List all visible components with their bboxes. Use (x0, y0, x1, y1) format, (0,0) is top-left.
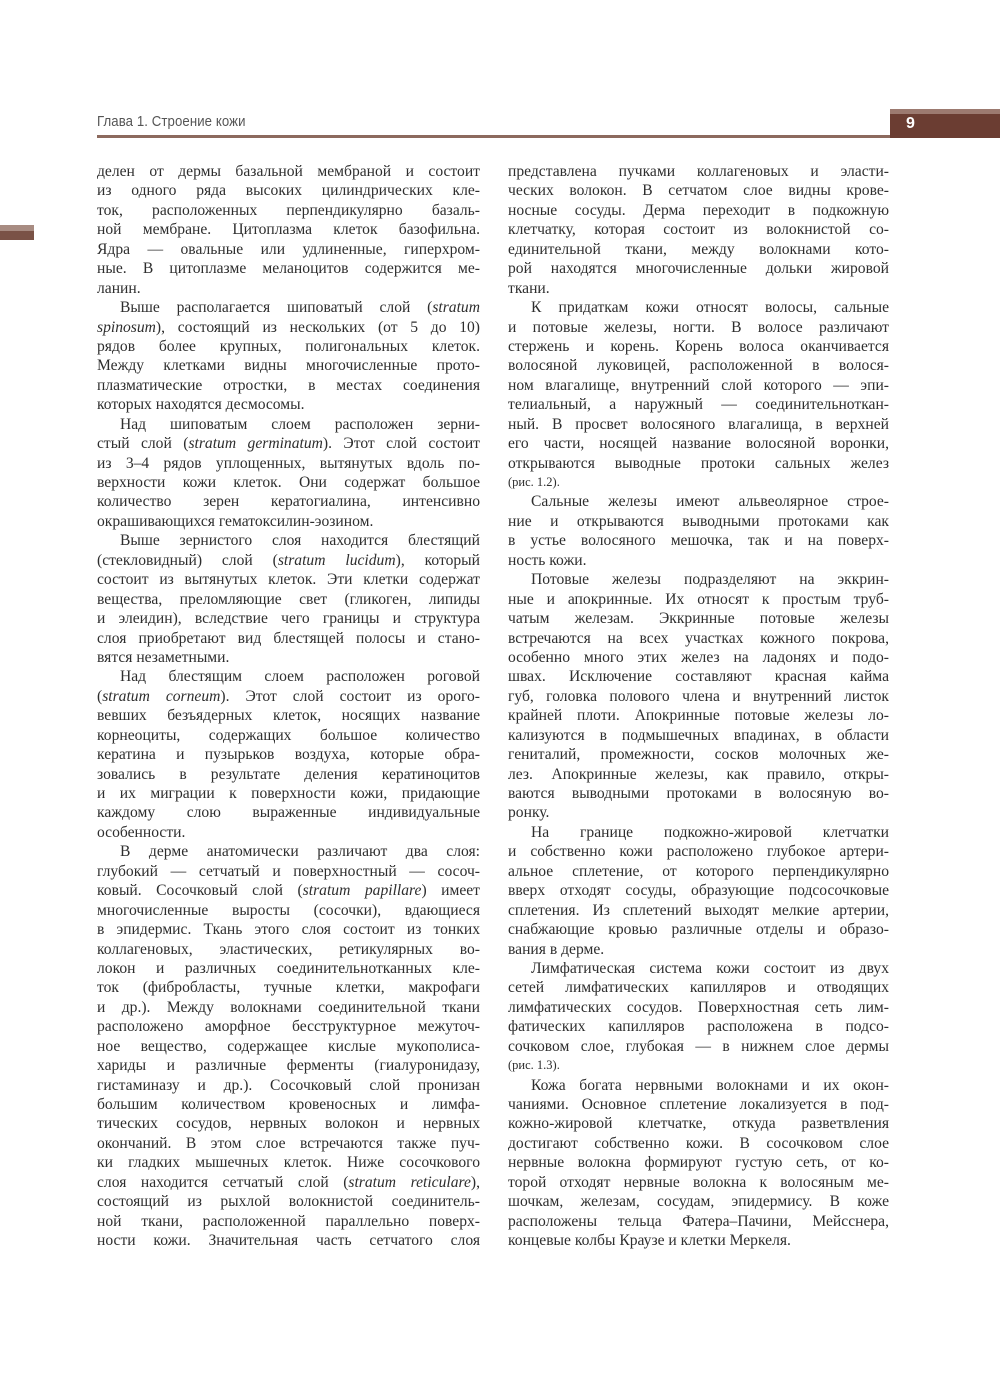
paragraph (508, 298, 889, 492)
text-line: представлена пучками коллагеновых и эласти- (508, 163, 889, 180)
text-line: в эпидермис. Ткань этого слоя состоит из тонких (97, 921, 480, 939)
text-line: расположено аморфное бесструктурное межуточ- (97, 1018, 480, 1036)
latin-term: stratum (188, 435, 237, 453)
latin-term: corneum (165, 687, 221, 705)
latin-term: germinatum (247, 435, 323, 453)
latin-term: papillare (364, 882, 422, 900)
text-line: крайней плоти. Апокринные потовые железы ло- (508, 707, 889, 725)
text-line: и собственно кожи расположено глубокое артери- (508, 843, 889, 861)
text-line: и потовые железы, ногти. В волосе различают (508, 318, 889, 336)
text-line: из 3–4 рядов уплощенных, вытянутых вдоль по- (97, 454, 480, 472)
text-line: и элеидин), вследствие чего границы и структура (97, 610, 480, 628)
text-line: делен от дермы базальной мембраной и состоит (97, 163, 480, 180)
text-line: Выше располагается шиповатый слой (stratum (120, 299, 480, 317)
text-line: особенно много этих желез на ладонях и подо- (508, 648, 889, 666)
text-line: волосяной луковицей, расположенной в волося- (508, 357, 889, 375)
text-line: корнеоциты, содержащих большое количество (97, 726, 480, 744)
text-line: Выше зернистого слоя находится блестящий (120, 532, 480, 550)
text-line: которых находятся десмосомы. (97, 396, 305, 414)
text-line: Над блестящим слоем расположен роговой (120, 668, 480, 686)
text-line: ланин. (97, 279, 141, 297)
text-line: ваются выводными протоками в волосяную во- (508, 785, 889, 802)
paragraph (97, 298, 480, 415)
text-line: ном влагалище, внутренний слой которого — эпи- (508, 376, 889, 394)
paragraph (97, 842, 480, 1250)
text-line: вевших безъядерных клеток, носящих название (97, 707, 480, 725)
paragraph (508, 162, 889, 298)
text-line: губ, головка полового члена и внутренний листок (508, 687, 889, 705)
text-line: коллагеновых, эластических, ретикулярных во- (97, 940, 480, 958)
text-line: вверх отходят сосуды, образующие подсосочковые (508, 882, 889, 900)
text-line: ный. В просвет волосяного влагалища, в верхней (508, 415, 889, 433)
text-line: ной ткани, расположенной параллельно поверх- (97, 1212, 480, 1230)
text-line: ткани. (508, 279, 550, 297)
page-number: 9 (906, 115, 915, 132)
text-line: локон и различных соединительнотканных кле- (97, 959, 480, 977)
text-line: количество зерен кератогиалина, интенсивно (97, 493, 480, 511)
latin-term: lucidum (345, 551, 396, 569)
text-line: торой отходят нервные волокна к волосяным ме- (508, 1173, 889, 1191)
text-line: рядов более крупных, полигональных клеток. (97, 337, 480, 355)
text-line: клетчатку, которая состоит из волокнистой со- (508, 221, 889, 239)
text-line: телиальный, а наружный — соединительноткан- (508, 396, 889, 414)
text-line: единительной ткани, между волокнами кото- (508, 240, 889, 258)
chapter-side-tab (0, 225, 34, 240)
text-line: альное сплетение, от которого перпендикулярно (508, 862, 889, 880)
text-line: вания в дерме. (508, 940, 605, 958)
text-line: ковый. Сосочковый слой (stratum papillare) имеет (97, 882, 481, 900)
text-line: чатым железам. Эккринные потовые железы (508, 610, 889, 628)
text-line: ность кожи. (508, 551, 587, 569)
text-line: фатических капилляров расположена в подсо- (508, 1018, 889, 1036)
text-line: Потовые железы подразделяют на эккрин- (531, 571, 889, 589)
text-line: сочковом слое, глубокая — в нижнем слое дермы (508, 1037, 889, 1055)
paragraph (97, 531, 480, 667)
text-line: и их миграции к поверхности кожи, придающие (97, 785, 480, 802)
text-line: шочкам, железам, сосудам, эпидермису. В коже (508, 1193, 889, 1211)
text-line: кожно-жировой клетчатке, откуда разветвления (508, 1115, 889, 1133)
text-line: верхности кожи клеток. Они содержат большое (97, 474, 480, 491)
text-line: тических сосудов, нервных волокон и нервных (97, 1115, 480, 1133)
text-line: носные сосуды. Дерма переходит в подкожную (508, 201, 889, 219)
text-line: рой находятся многочисленные дольки жировой (508, 260, 889, 278)
text-line: каждому слою выраженные индивидуальные (97, 804, 480, 822)
right-text-column (508, 162, 889, 1251)
latin-term: stratum (102, 687, 150, 705)
text-line: сетей лимфатических капилляров и отводящих (508, 979, 889, 997)
text-line: spinosum), состоящий из нескольких (от 5 до 10) (97, 318, 480, 336)
text-line: К придаткам кожи относят волосы, сальные (531, 299, 889, 317)
latin-term: reticulare (410, 1173, 471, 1191)
text-line: открываются выводные протоки сальных желез (508, 454, 889, 472)
paragraph (508, 823, 889, 959)
text-line: Между клетками видны многочисленные прото- (97, 357, 480, 375)
text-line: стержень и корень. Корень волоса оканчивается (508, 337, 889, 355)
text-line: чаниями. Основное сплетение локализуется в под- (508, 1096, 889, 1113)
text-line: ронку. (508, 804, 550, 822)
latin-term: spinosum (97, 318, 156, 336)
text-line: ное вещество, содержащее кислые мукополиса- (97, 1037, 480, 1055)
text-line: ной мембране. Цитоплазма клеток базофильна. (97, 221, 480, 239)
text-line: глубокий — сетчатый и поверхностный — сосоч- (97, 862, 480, 880)
text-line: нервные волокна формируют густую сеть, от ко- (508, 1154, 889, 1172)
text-line: ки гладких мышечных клеток. Ниже сосочкового (97, 1154, 480, 1172)
text-line: В дерме анатомически различают два слоя: (120, 843, 480, 861)
text-line: встречаются на всех участках кожного покрова, (508, 629, 889, 647)
text-line: в устье волосяного мешочка, так и на поверх- (508, 532, 889, 550)
latin-term: stratum (277, 551, 326, 569)
text-line: многочисленные выросты (сосочки), вдающиеся (97, 901, 480, 919)
text-line: из одного ряда высоких цилиндрических кле- (97, 182, 480, 200)
text-line: На границе подкожно-жировой клетчатки (531, 823, 889, 841)
paragraph (508, 570, 889, 823)
text-line: слоя приобретают вид блестящей полосы и стано- (97, 629, 480, 647)
paragraph (508, 492, 889, 570)
text-line: (рис. 1.2). (508, 475, 560, 489)
text-line: стый слой (stratum germinatum). Этот слой состоит (97, 435, 480, 453)
text-line: плазматические отростки, в местах соединения (97, 376, 480, 394)
text-line: ные и апокринные. Их относят к простым труб- (508, 590, 889, 608)
left-text-column (97, 162, 480, 1251)
text-line: слоя находится сетчатый слой (stratum reticulare), (97, 1173, 481, 1191)
text-line: (рис. 1.3). (508, 1058, 560, 1073)
latin-term: stratum (432, 299, 480, 317)
text-line: гениталий, промежности, сосков молочных же- (508, 746, 889, 764)
text-line: Кожа богата нервными волокнами и их окон- (531, 1076, 889, 1094)
text-line: зовались в результате деления кератиноцитов (97, 765, 480, 783)
text-line: швах. Исключение составляют красная кайма (508, 668, 889, 686)
text-line: (стекловидный) слой (stratum lucidum), который (97, 551, 480, 569)
running-header-chapter-title: Глава 1. Строение кожи (97, 113, 246, 130)
header-rule (97, 135, 892, 138)
text-line: ток, расположенных перпендикулярно базаль- (97, 201, 480, 219)
text-line: большим количеством кровеносных и лимфа- (97, 1096, 480, 1113)
text-line: особенности. (97, 823, 186, 841)
text-line: состоит из вытянутых клеток. Эти клетки содержат (97, 571, 480, 589)
text-line: (stratum corneum). Этот слой состоит из орого- (97, 687, 480, 705)
text-line: расположены тельца Фатера–Пачини, Мейсснера, (508, 1212, 889, 1230)
text-line: лимфатических сосудов. Поверхностная сеть лим- (508, 998, 889, 1016)
paragraph (97, 415, 480, 532)
text-line: достигают собственно кожи. В сосочковом слое (508, 1134, 889, 1152)
text-line: Лимфатическая система кожи состоит из двух (531, 959, 889, 977)
text-line: ческих волокон. В сетчатом слое видны крове- (508, 182, 889, 200)
text-line: ние и открываются выводными протоками как (508, 512, 889, 530)
text-line: лез. Апокринные железы, как правило, откры- (508, 765, 889, 783)
text-line: хариды и различные ферменты (гиалуронидазу, (97, 1057, 480, 1075)
text-line: ток (фибробласты, тучные клетки, макрофаги (97, 979, 480, 997)
text-line: сплетения. Из сплетений выходят мелкие артерии, (508, 901, 889, 919)
text-line: вещества, преломляющие свет (гликоген, липиды (97, 590, 480, 608)
text-line: окрашивающихся гематоксилин-эозином. (97, 512, 374, 530)
text-line: снабжающие кровью различные отделы и образо- (508, 921, 889, 939)
text-line: Над шиповатым слоем расположен зерни- (120, 415, 480, 433)
text-line: Сальные железы имеют альвеолярное строе- (531, 493, 889, 511)
paragraph (97, 667, 480, 842)
latin-term: stratum (348, 1173, 397, 1191)
text-line: гистаминазу и др.). Сосочковый слой пронизан (97, 1076, 480, 1094)
paragraph (508, 1076, 889, 1251)
paragraph (97, 162, 480, 298)
paragraph (508, 959, 889, 1076)
text-line: вятся незаметными. (97, 648, 230, 666)
text-line: концевые колбы Краузе и клетки Меркеля. (508, 1232, 791, 1250)
text-line: и др.). Между волокнами соединительной ткани (97, 998, 480, 1016)
text-line: кализуются в подмышечных впадинах, в области (508, 726, 889, 744)
text-line: ности кожи. Значительная часть сетчатого слоя (97, 1232, 480, 1250)
text-line: окончаний. В этом слое встречаются также пуч- (97, 1134, 480, 1152)
latin-term: stratum (302, 882, 351, 900)
text-line: состоящий из рыхлой волокнистой соединитель- (97, 1193, 480, 1211)
text-line: Ядра — овальные или удлиненные, гиперхром- (97, 240, 480, 258)
text-line: его части, носящей название волосяной воронки, (508, 435, 889, 453)
text-line: ные. В цитоплазме меланоцитов содержится ме- (97, 260, 480, 278)
text-line: кератина и пузырьков воздуха, которые обра- (97, 746, 480, 764)
